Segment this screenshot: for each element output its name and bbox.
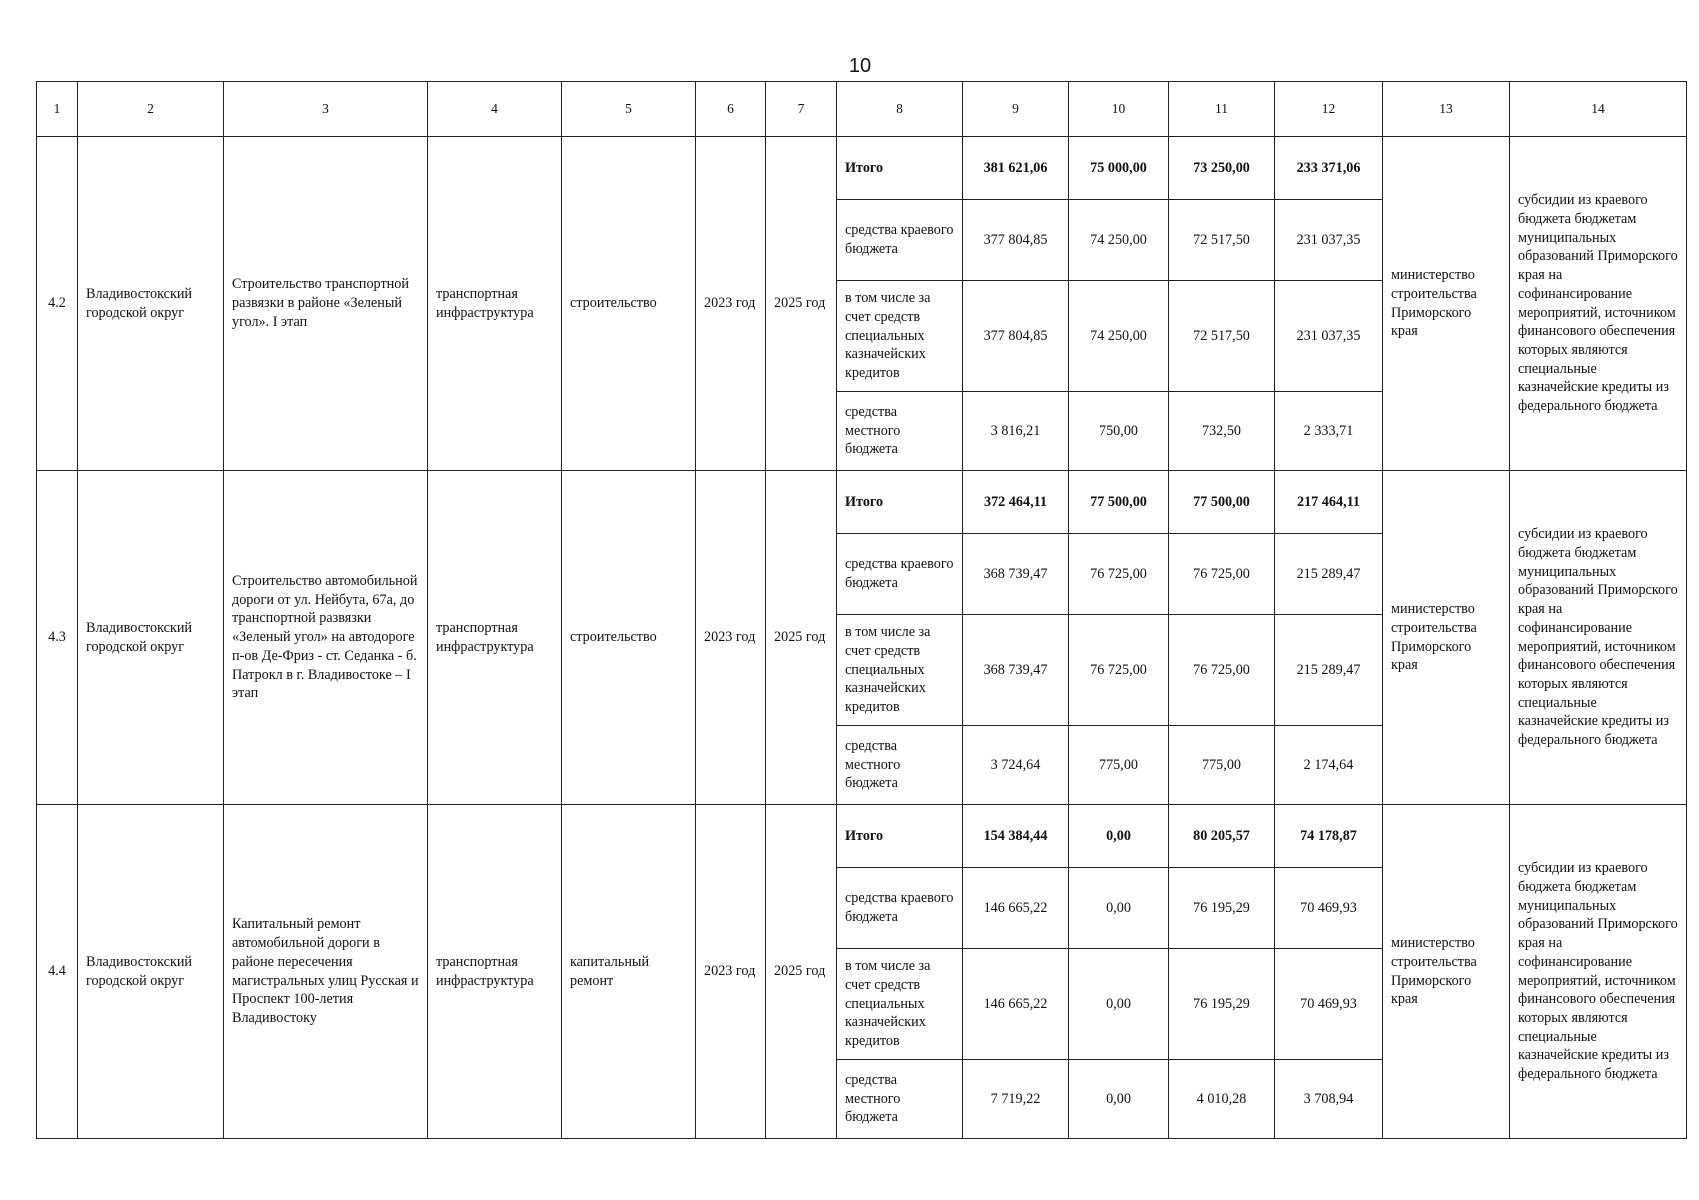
row-label-special: в том числе за счет средств специальных казначейских кредитов xyxy=(837,281,963,392)
value-cell: 72 517,50 xyxy=(1169,200,1275,281)
value-cell: 77 500,00 xyxy=(1169,471,1275,534)
value-cell: 146 665,22 xyxy=(963,949,1069,1060)
column-header: 11 xyxy=(1169,82,1275,137)
row-label-local: средства местного бюджета xyxy=(837,726,963,805)
value-cell: 7 719,22 xyxy=(963,1060,1069,1139)
row-label-regional: средства краевого бюджета xyxy=(837,200,963,281)
value-cell: 732,50 xyxy=(1169,392,1275,471)
value-cell: 74 178,87 xyxy=(1275,805,1383,868)
row-label-total: Итого xyxy=(837,805,963,868)
value-cell: 74 250,00 xyxy=(1069,281,1169,392)
infrastructure-type-cell: транспортная инфраструктура xyxy=(428,471,562,805)
note-cell: субсидии из краевого бюджета бюджетам муниципальных образований Приморского края на софинансирование мероприятий, источником финансового обеспечения которых являются специальные казначейские кредиты из федерального бюджета xyxy=(1510,805,1687,1139)
row-label-special: в том числе за счет средств специальных казначейских кредитов xyxy=(837,615,963,726)
value-cell: 154 384,44 xyxy=(963,805,1069,868)
column-header: 4 xyxy=(428,82,562,137)
value-cell: 368 739,47 xyxy=(963,615,1069,726)
column-header: 8 xyxy=(837,82,963,137)
column-header: 9 xyxy=(963,82,1069,137)
value-cell: 77 500,00 xyxy=(1069,471,1169,534)
value-cell: 0,00 xyxy=(1069,949,1169,1060)
column-header: 1 xyxy=(37,82,78,137)
work-type-cell: строительство xyxy=(562,471,696,805)
header-row xyxy=(37,82,1687,137)
value-cell: 0,00 xyxy=(1069,805,1169,868)
value-cell: 70 469,93 xyxy=(1275,868,1383,949)
executor-cell: министерство строительства Приморского края xyxy=(1383,471,1510,805)
table-row xyxy=(37,805,1687,868)
value-cell: 73 250,00 xyxy=(1169,137,1275,200)
executor-cell: министерство строительства Приморского края xyxy=(1383,805,1510,1139)
value-cell: 0,00 xyxy=(1069,1060,1169,1139)
end-year-cell: 2025 год xyxy=(766,471,837,805)
municipality-cell: Владивостокский городской округ xyxy=(78,137,224,471)
column-header: 6 xyxy=(696,82,766,137)
column-header: 14 xyxy=(1510,82,1687,137)
work-type-cell: строительство xyxy=(562,137,696,471)
infrastructure-type-cell: транспортная инфраструктура xyxy=(428,805,562,1139)
value-cell: 76 725,00 xyxy=(1069,615,1169,726)
start-year-cell: 2023 год xyxy=(696,471,766,805)
value-cell: 217 464,11 xyxy=(1275,471,1383,534)
value-cell: 4 010,28 xyxy=(1169,1060,1275,1139)
start-year-cell: 2023 год xyxy=(696,137,766,471)
page-number: 10 xyxy=(848,55,872,77)
value-cell: 231 037,35 xyxy=(1275,200,1383,281)
value-cell: 215 289,47 xyxy=(1275,534,1383,615)
value-cell: 76 195,29 xyxy=(1169,868,1275,949)
table-row xyxy=(37,137,1687,200)
value-cell: 80 205,57 xyxy=(1169,805,1275,868)
value-cell: 377 804,85 xyxy=(963,200,1069,281)
value-cell: 74 250,00 xyxy=(1069,200,1169,281)
work-type-cell: капитальный ремонт xyxy=(562,805,696,1139)
budget-table xyxy=(36,81,1687,1139)
value-cell: 76 725,00 xyxy=(1069,534,1169,615)
value-cell: 3 724,64 xyxy=(963,726,1069,805)
row-label-local: средства местного бюджета xyxy=(837,392,963,471)
value-cell: 70 469,93 xyxy=(1275,949,1383,1060)
value-cell: 76 195,29 xyxy=(1169,949,1275,1060)
value-cell: 76 725,00 xyxy=(1169,615,1275,726)
end-year-cell: 2025 год xyxy=(766,137,837,471)
value-cell: 381 621,06 xyxy=(963,137,1069,200)
table-row xyxy=(37,471,1687,534)
value-cell: 215 289,47 xyxy=(1275,615,1383,726)
start-year-cell: 2023 год xyxy=(696,805,766,1139)
project-number: 4.3 xyxy=(37,471,78,805)
value-cell: 2 333,71 xyxy=(1275,392,1383,471)
value-cell: 775,00 xyxy=(1069,726,1169,805)
note-cell: субсидии из краевого бюджета бюджетам муниципальных образований Приморского края на софинансирование мероприятий, источником финансового обеспечения которых являются специальные казначейские кредиты из федерального бюджета xyxy=(1510,137,1687,471)
value-cell: 372 464,11 xyxy=(963,471,1069,534)
column-header: 10 xyxy=(1069,82,1169,137)
project-name-cell: Строительство автомобильной дороги от ул. Нейбута, 67а, до транспортной развязки «Зеленый угол» на автодороге п-ов Де-Фриз - ст. Седанка - б. Патрокл в г. Владивостоке – I этап xyxy=(224,471,428,805)
row-label-total: Итого xyxy=(837,137,963,200)
end-year-cell: 2025 год xyxy=(766,805,837,1139)
row-label-total: Итого xyxy=(837,471,963,534)
value-cell: 3 816,21 xyxy=(963,392,1069,471)
row-label-regional: средства краевого бюджета xyxy=(837,534,963,615)
value-cell: 3 708,94 xyxy=(1275,1060,1383,1139)
row-label-special: в том числе за счет средств специальных казначейских кредитов xyxy=(837,949,963,1060)
project-name-cell: Строительство транспортной развязки в районе «Зеленый угол». I этап xyxy=(224,137,428,471)
column-header: 12 xyxy=(1275,82,1383,137)
value-cell: 233 371,06 xyxy=(1275,137,1383,200)
project-name-cell: Капитальный ремонт автомобильной дороги в районе пересечения магистральных улиц Русская и Проспект 100-летия Владивостоку xyxy=(224,805,428,1139)
value-cell: 775,00 xyxy=(1169,726,1275,805)
row-label-local: средства местного бюджета xyxy=(837,1060,963,1139)
value-cell: 368 739,47 xyxy=(963,534,1069,615)
municipality-cell: Владивостокский городской округ xyxy=(78,805,224,1139)
infrastructure-type-cell: транспортная инфраструктура xyxy=(428,137,562,471)
municipality-cell: Владивостокский городской округ xyxy=(78,471,224,805)
row-label-regional: средства краевого бюджета xyxy=(837,868,963,949)
value-cell: 76 725,00 xyxy=(1169,534,1275,615)
project-number: 4.4 xyxy=(37,805,78,1139)
executor-cell: министерство строительства Приморского края xyxy=(1383,137,1510,471)
value-cell: 231 037,35 xyxy=(1275,281,1383,392)
note-cell: субсидии из краевого бюджета бюджетам муниципальных образований Приморского края на софинансирование мероприятий, источником финансового обеспечения которых являются специальные казначейские кредиты из федерального бюджета xyxy=(1510,471,1687,805)
project-number: 4.2 xyxy=(37,137,78,471)
column-header: 13 xyxy=(1383,82,1510,137)
value-cell: 72 517,50 xyxy=(1169,281,1275,392)
column-header: 3 xyxy=(224,82,428,137)
value-cell: 750,00 xyxy=(1069,392,1169,471)
column-header: 5 xyxy=(562,82,696,137)
column-header: 7 xyxy=(766,82,837,137)
value-cell: 146 665,22 xyxy=(963,868,1069,949)
value-cell: 75 000,00 xyxy=(1069,137,1169,200)
column-header: 2 xyxy=(78,82,224,137)
value-cell: 2 174,64 xyxy=(1275,726,1383,805)
value-cell: 377 804,85 xyxy=(963,281,1069,392)
value-cell: 0,00 xyxy=(1069,868,1169,949)
